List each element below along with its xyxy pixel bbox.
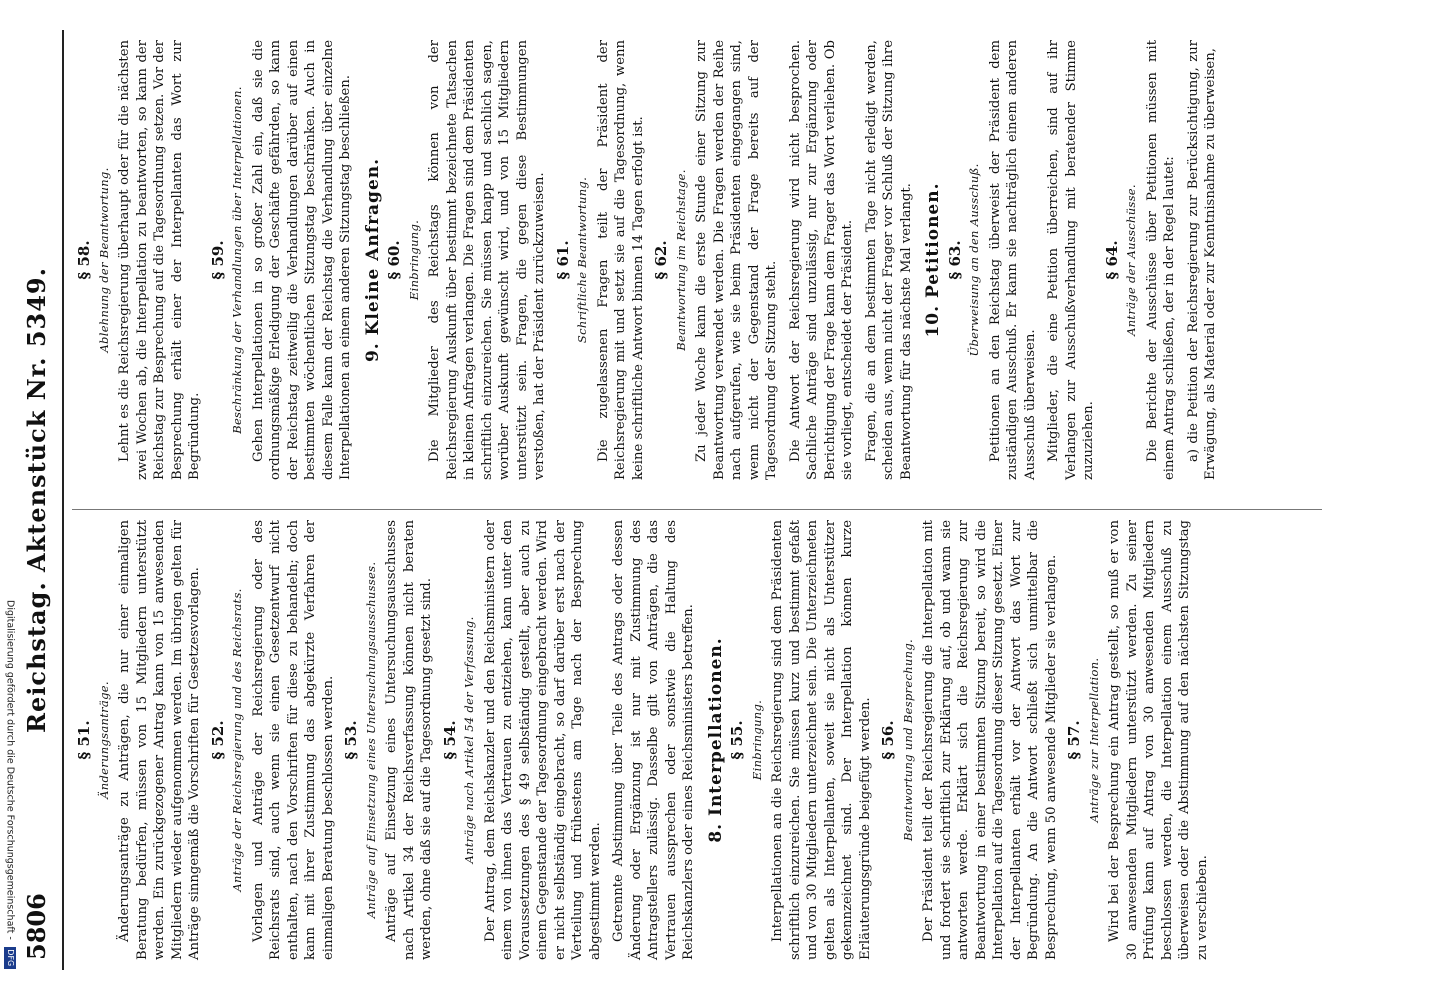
chapter-heading: 9. Kleine Anfragen. bbox=[362, 157, 383, 363]
paragraph: Getrennte Abstimmung über Teile des Antrags oder dessen Änderung oder Ergänzung ist nur mit Zustimmung des Antragstellers zulässig. Dasselbe gilt von Anträgen, die das Vertrauen aussprechen oder sonstwie die Haltung des Reichskanzlers oder eines Reichsministers betreffen. bbox=[611, 520, 696, 960]
section-subtitle: Einbringung. bbox=[406, 219, 421, 301]
paragraph: Anträge auf Einsetzung eines Untersuchungsausschusses nach Artikel 34 der Reichsverfassung können nicht beraten werden, ohne daß sie auf die Tagesordnung gesetzt sind. bbox=[384, 520, 434, 960]
column-divider bbox=[72, 509, 1322, 510]
paragraph: a) die Petition der Reichsregierung zur Berücksichtigung, zur Erwägung, als Material oder zur Kenntnisnahme zu überweisen, bbox=[1185, 40, 1218, 480]
section-number: § 61. bbox=[553, 240, 572, 280]
credit-line bbox=[4, 600, 16, 1000]
section-subtitle: Anträge der Ausschüsse. bbox=[1124, 184, 1138, 336]
chapter-heading: 10. Petitionen. bbox=[923, 182, 943, 338]
credit-text: Digitalisierung gefördert durch die Deutsche Forschungsgemeinschaft - bbox=[4, 600, 16, 940]
section-number: § 52. bbox=[208, 720, 227, 760]
section-number: § 54. bbox=[440, 720, 459, 760]
section-subtitle: Überweisung an den Ausschuß. bbox=[967, 163, 981, 357]
paragraph: Interpellationen an die Reichsregierung sind dem Präsidenten schriftlich einzureichen. Sie müssen kurz und bestimmt gefaßt und von 30 Mitgliedern unterzeichnet sein. Die Unterzeichneten gelten als Interpellanten, soweit sie nicht als Unterstützer gekennzeichnet sind. Der Interpellation können kurze Erläuterungsgründe beigefügt werden. bbox=[770, 520, 873, 960]
paragraph: Vorlagen und Anträge der Reichsregierung oder des Reichsrats sind, auch wenn sie einen Gesetzentwurf nicht enthalten, nach den Vorschriften für diese zu behandeln; doch kann mit ihrer Zustimmung das abgekürzte Verfahren der einmaligen Beratung beschlossen werden. bbox=[250, 520, 336, 960]
section-subtitle: Anträge auf Einsetzung eines Untersuchungsausschusses. bbox=[363, 561, 378, 919]
section-subtitle: Beantwortung und Besprechung. bbox=[900, 639, 915, 841]
section-subtitle: Änderungsanträge. bbox=[96, 681, 111, 799]
section-number: § 51. bbox=[75, 720, 93, 760]
paragraph: Mitglieder, die eine Petition überreichen, sind auf ihr Verlangen zur Ausschußverhandlung mit beratender Stimme zuzuziehen. bbox=[1046, 40, 1096, 480]
header-rule bbox=[62, 30, 64, 970]
section-number: § 58. bbox=[75, 240, 93, 280]
section-subtitle: Einbringung. bbox=[749, 699, 764, 781]
section-subtitle: Beschränkung der Verhandlungen über Interpellationen. bbox=[230, 86, 244, 434]
paragraph: Die Antwort der Reichsregierung wird nicht besprochen. Sachliche Anträge sind unzulässig, nur zur Ergänzung oder Berichtigung der Frage kann dem Frager das Wort verliehen. Ob sie vorliegt, entscheidet der Präsident. bbox=[787, 40, 855, 480]
paragraph: Lehnt es die Reichsregierung überhaupt oder für die nächsten zwei Wochen ab, die Interpellation zu beantworten, so kann der Reichstag zur Besprechung auf die Tagesordnung setzen. Vor der Besprechung erhält einer der Interpellanten das Wort zur Begründung. bbox=[117, 40, 202, 480]
section-number: § 60. bbox=[385, 240, 403, 280]
page-header bbox=[22, 0, 58, 1000]
section-number: § 64. bbox=[1102, 240, 1121, 280]
paragraph: Die Mitglieder des Reichstags können von der Reichsregierung Auskunft über bestimmt bezeichnete Tatsachen in kleinen Anfragen verlangen. Die Fragen sind dem Präsidenten schriftlich einzureichen. Sie müssen knapp und sachlich sagen, worüber Auskunft gewünscht wird, und von 15 Mitgliedern unterstützt sein. Fragen, die gegen diese Bestimmungen verstoßen, hat der Präsident zurückzuweisen. bbox=[427, 40, 547, 480]
section-subtitle: Ablehnung der Beantwortung. bbox=[96, 167, 111, 353]
left-column bbox=[72, 520, 1217, 960]
section-subtitle: Anträge der Reichsregierung und des Reichsrats. bbox=[230, 588, 244, 892]
section-number: § 62. bbox=[652, 240, 670, 280]
paragraph: Der Antrag, dem Reichskanzler und den Reichsministern oder einem von ihnen das Vertrauen zu entziehen, kann unter den Voraussetzungen des § 49 selbständig gestellt, aber auch zu einem Gegenstande der Tagesordnung eingebracht werden. Wird er nicht selbständig eingebracht, so darf darüber erst nach der Verteilung und frühestens am Tage nach der Besprechung abgestimmt werden. bbox=[482, 520, 603, 960]
section-number: § 53. bbox=[342, 720, 360, 760]
section-subtitle: Schriftliche Beantwortung. bbox=[575, 176, 589, 344]
paragraph: Petitionen an den Reichstag überweist der Präsident dem zuständigen Ausschuß. Er kann sie nachträglich einem anderen Ausschuß überweisen. bbox=[987, 40, 1038, 480]
page-number: 5806 bbox=[22, 893, 51, 960]
paragraph: Gehen Interpellationen in so großer Zahl ein, daß sie die ordnungsmäßige Erledigung der Geschäfte gefährden, so kann der Reichstag zeitweilig die Verhandlungen darüber auf einen bestimmten wöchentlichen Sitzungstag beschränken. Auch in diesem Falle kann der Reichstag die Verhandlung über einzelne Interpellationen an einem anderen Sitzungstag beschließen. bbox=[250, 40, 353, 480]
section-number: § 56. bbox=[879, 720, 897, 760]
paragraph: Der Präsident teilt der Reichsregierung die Interpellation mit und fordert sie schriftlich zur Erklärung auf, ob und wann sie antworten werde. Erklärt sich die Reichsregierung zur Beantwortung in einer bestimmten Sitzung bereit, so wird die Interpellation auf die Tagesordnung dieser Sitzung gesetzt. Einer der Interpellanten erhält vor der Antwort das Wort zur Begründung. An die Antwort schließt sich unmittelbar die Besprechung, wenn 50 anwesende Mitglieder sie verlangen. bbox=[921, 520, 1059, 960]
section-subtitle: Beantwortung im Reichstage. bbox=[673, 169, 688, 351]
running-title: Reichstag. Aktenstück Nr. 5349. bbox=[22, 267, 51, 733]
paragraph: Änderungsanträge zu Anträgen, die nur einer einmaligen Beratung bedürfen, müssen von 15 Mitgliedern unterstützt werden. Ein zurückgezogener Antrag kann von 15 anwesenden Mitgliedern wieder aufgenommen werden. Im übrigen gelten für Anträge sinngemäß die Vorschriften für Gesetzesvorlagen. bbox=[117, 520, 202, 960]
paragraph: Die zugelassenen Fragen teilt der Präsident der Reichsregierung mit und setzt sie auf die Tagesordnung, wenn keine schriftliche Antwort binnen 14 Tagen erfolgt ist. bbox=[595, 40, 646, 480]
paragraph: Wird bei der Besprechung ein Antrag gestellt, so muß er von 30 anwesenden Mitgliedern unterstützt werden. Zu seiner Prüfung kann auf Antrag von 30 anwesenden Mitgliedern beschlossen werden, die Interpellation einem Ausschuß zu überweisen oder die Abstimmung auf den nächsten Sitzungstag zu verschieben. bbox=[1107, 520, 1210, 960]
section-subtitle: Anträge zur Interpellation. bbox=[1086, 657, 1101, 823]
chapter-heading: 8. Interpellationen. bbox=[705, 637, 726, 843]
digitization-credit bbox=[0, 0, 22, 1000]
section-number: § 57. bbox=[1065, 720, 1083, 760]
paragraph: Die Berichte der Ausschüsse über Petitionen müssen mit einem Antrag schließen, der in der Regel lautet: bbox=[1144, 40, 1177, 480]
dfg-logo-icon: DFG bbox=[4, 947, 16, 969]
right-column bbox=[72, 40, 1226, 480]
section-number: § 55. bbox=[728, 720, 746, 760]
paragraph: Zu jeder Woche kann die erste Stunde einer Sitzung zur Beantwortung verwendet werden. Die Fragen werden der Reihe nach aufgerufen, wie sie beim Präsidenten eingegangen sind, wenn nicht der Gegenstand der Frage bereits auf der Tagesordnung der Sitzung steht. bbox=[694, 40, 779, 480]
paragraph: Fragen, die an dem bestimmten Tage nicht erledigt werden, scheiden aus, wenn nicht der Frager vor Schluß der Sitzung ihre Beantwortung für das nächste Mal verlangt. bbox=[863, 40, 914, 480]
section-subtitle: Anträge nach Artikel 54 der Verfassung. bbox=[462, 616, 476, 864]
section-number: § 59. bbox=[208, 240, 227, 280]
section-number: § 63. bbox=[945, 240, 964, 280]
